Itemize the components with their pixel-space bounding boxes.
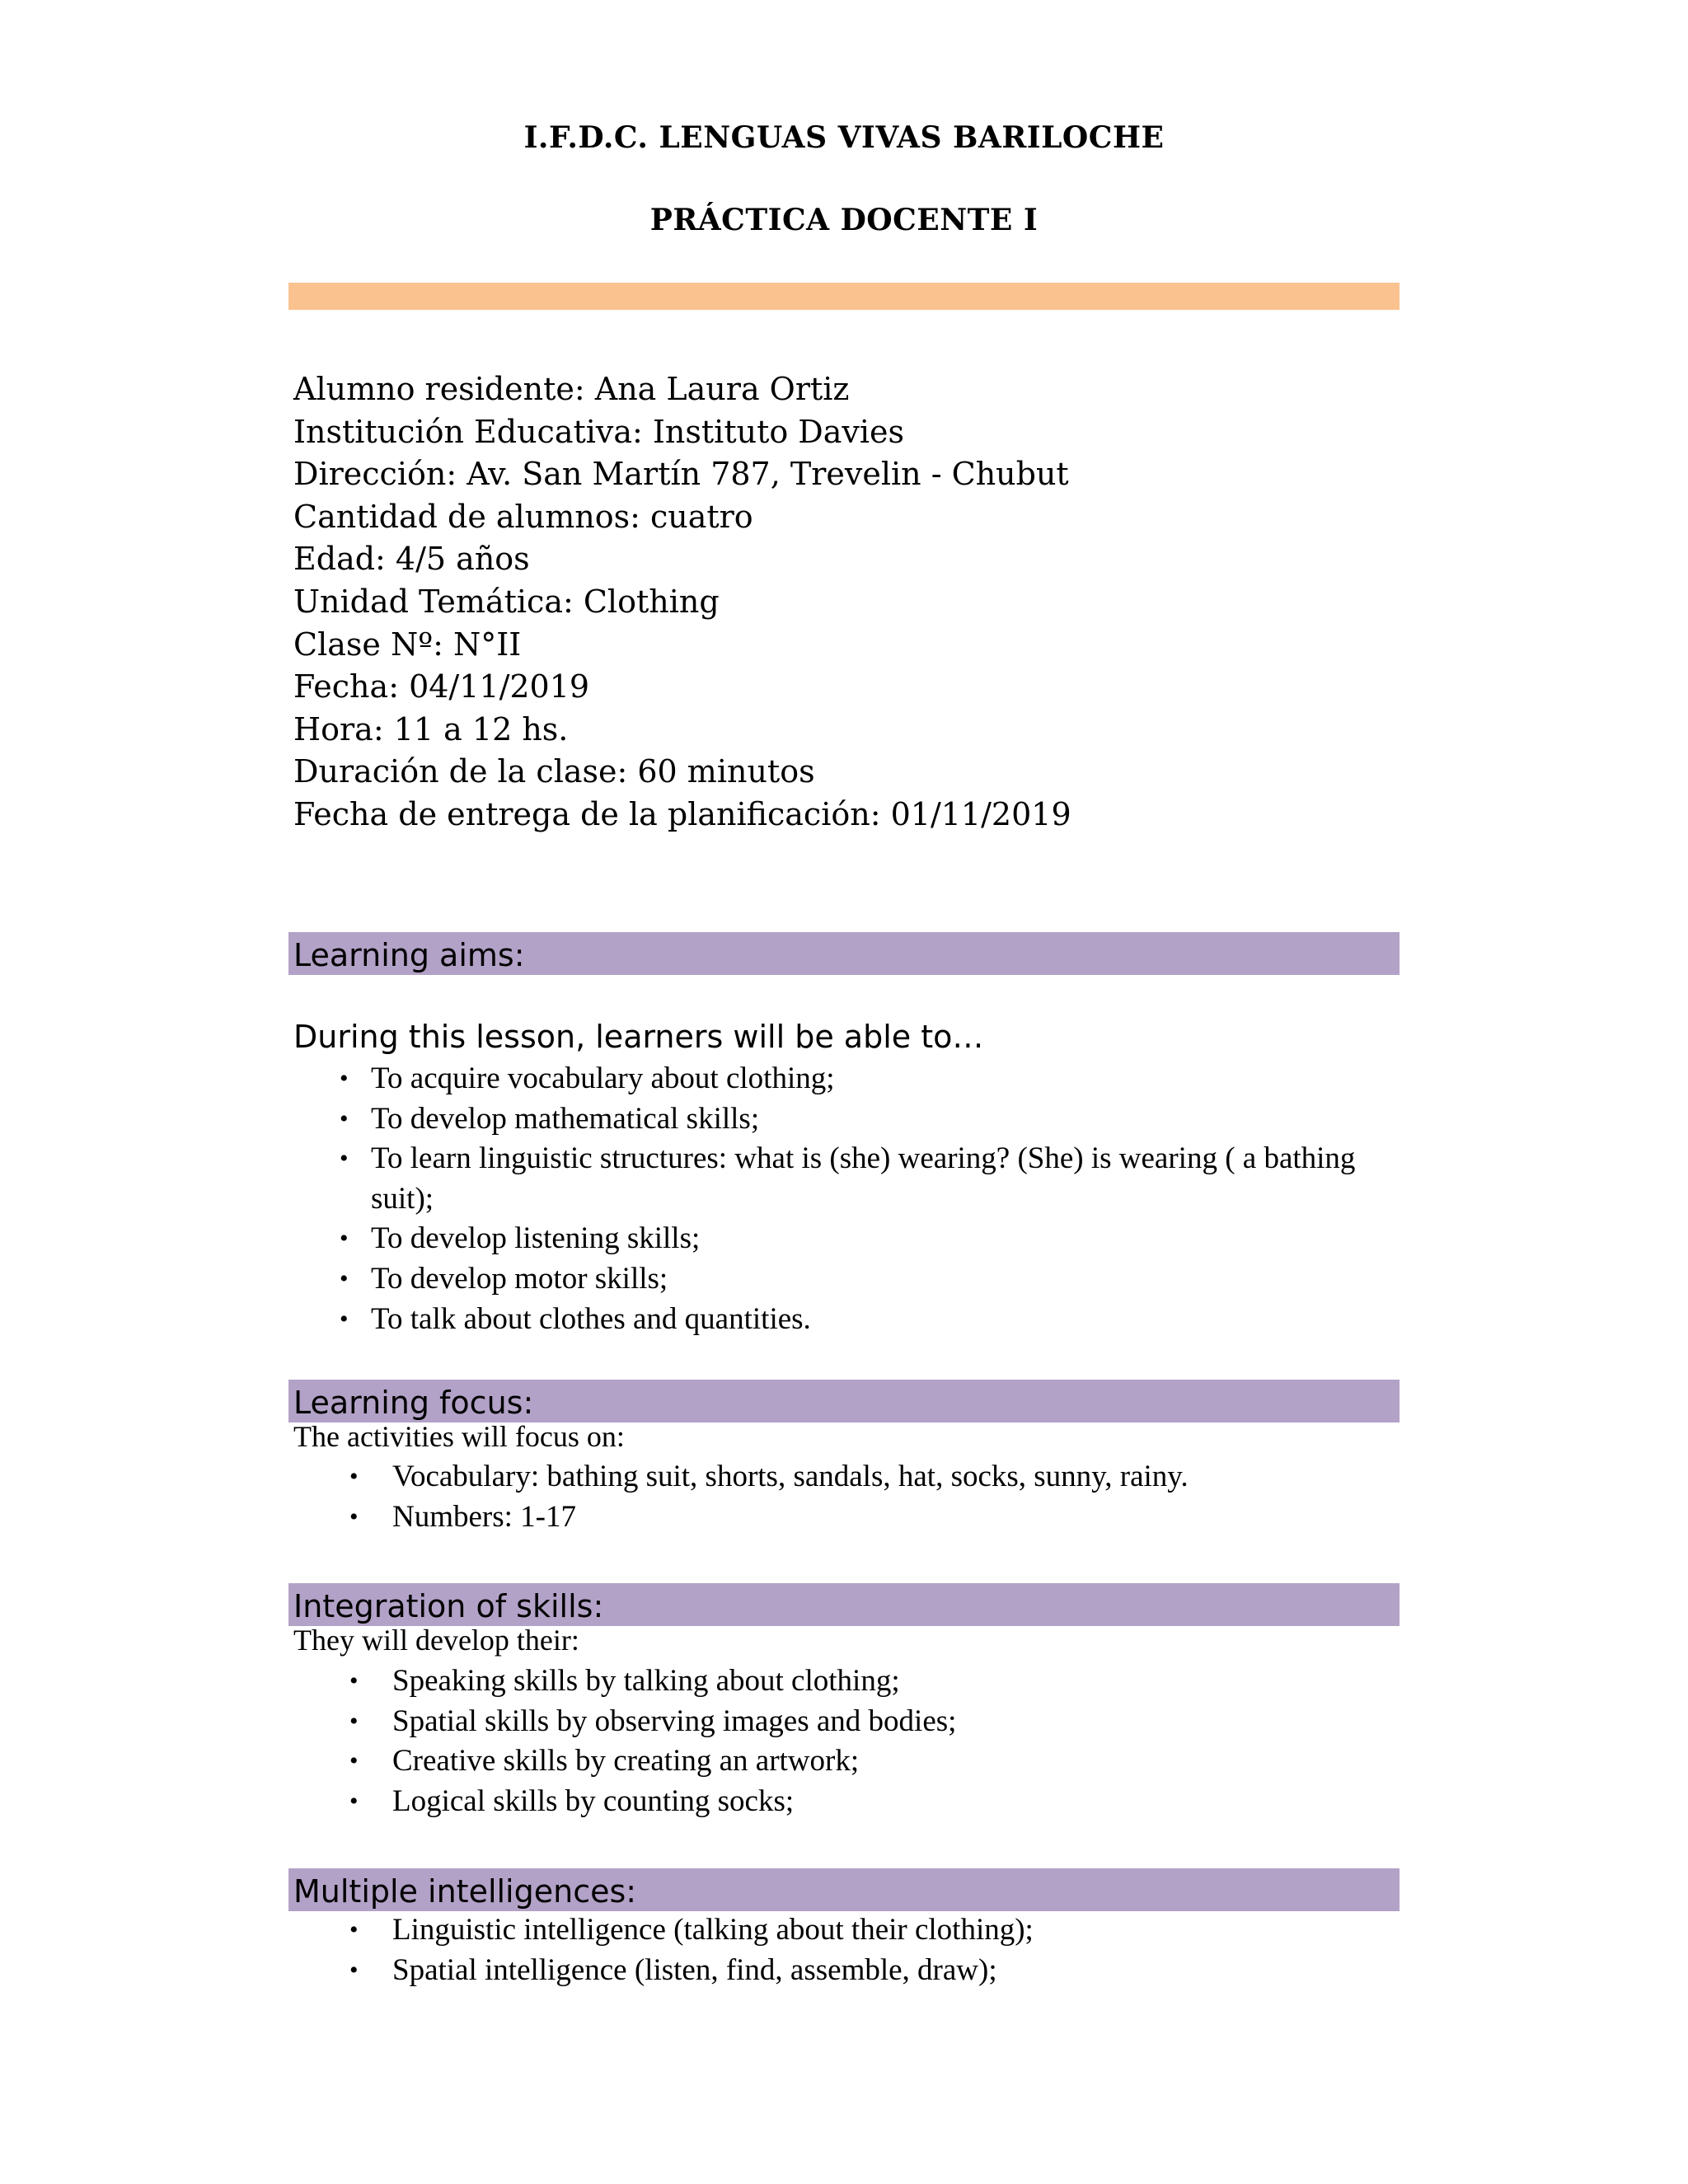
- learning-focus-heading: Learning focus:: [288, 1380, 1400, 1422]
- info-delivery-date: Fecha de entrega de la planificación: 01/11/2019: [293, 795, 1071, 832]
- bullet-icon: •: [349, 1502, 359, 1530]
- info-address: Dirección: Av. San Martín 787, Trevelin - Chubut: [293, 456, 1069, 493]
- list-item: • Vocabulary: bathing suit, shorts, sandals, hat, socks, sunny, rainy.: [392, 1457, 1381, 1497]
- integration-skills-intro: They will develop their:: [293, 1624, 579, 1657]
- list-item: • To acquire vocabulary about clothing;: [371, 1059, 1376, 1099]
- info-unit: Unidad Temática: Clothing: [293, 583, 720, 620]
- bullet-icon: •: [340, 1264, 349, 1292]
- institution-title: I.F.D.C. LENGUAS VIVAS BARILOCHE: [523, 120, 1165, 155]
- bullet-icon: •: [340, 1145, 349, 1173]
- list-item: • Linguistic intelligence (talking about their clothing);: [392, 1910, 1381, 1951]
- bullet-icon: •: [349, 1747, 359, 1775]
- info-time: Hora: 11 a 12 hs.: [293, 710, 569, 748]
- bullet-icon: •: [349, 1956, 359, 1984]
- lesson-info: [293, 368, 1071, 837]
- learning-focus-list: [349, 1457, 1381, 1537]
- info-date: Fecha: 04/11/2019: [293, 668, 590, 705]
- info-student: Alumno residente: Ana Laura Ortiz: [293, 371, 850, 407]
- info-age: Edad: 4/5 años: [293, 541, 530, 578]
- list-item: • Spatial intelligence (listen, find, assemble, draw);: [392, 1951, 1381, 1991]
- list-item: • Creative skills by creating an artwork;: [392, 1741, 1381, 1782]
- info-duration: Duración de la clase: 60 minutos: [293, 753, 815, 790]
- info-institution: Institución Educativa: Instituto Davies: [293, 413, 905, 450]
- list-item: • To develop listening skills;: [371, 1219, 1376, 1259]
- multiple-intelligences-heading: Multiple intelligences:: [288, 1868, 1400, 1911]
- list-item: • Numbers: 1-17: [392, 1497, 1381, 1538]
- bullet-icon: •: [340, 1225, 349, 1253]
- learning-aims-heading: Learning aims:: [288, 932, 1400, 975]
- bullet-icon: •: [349, 1667, 359, 1694]
- bullet-icon: •: [340, 1305, 349, 1333]
- list-item: • To develop motor skills;: [371, 1259, 1376, 1300]
- list-item: • Logical skills by counting socks;: [392, 1782, 1381, 1822]
- info-class-number: Clase Nº: N°II: [293, 626, 522, 663]
- integration-skills-list: [349, 1661, 1381, 1821]
- bullet-icon: •: [349, 1463, 359, 1490]
- bullet-icon: •: [340, 1065, 349, 1092]
- integration-skills-heading: Integration of skills:: [288, 1583, 1400, 1626]
- orange-divider: [288, 283, 1400, 310]
- bullet-icon: •: [349, 1787, 359, 1815]
- list-item: • To develop mathematical skills;: [371, 1099, 1376, 1140]
- learning-focus-intro: The activities will focus on:: [293, 1420, 625, 1453]
- bullet-icon: •: [349, 1707, 359, 1735]
- list-item: • Spatial skills by observing images and bodies;: [392, 1702, 1381, 1742]
- learning-aims-list: [340, 1059, 1376, 1339]
- bullet-icon: •: [349, 1916, 359, 1943]
- list-item: • To talk about clothes and quantities.: [371, 1300, 1376, 1340]
- list-item: • To learn linguistic structures: what is (she) wearing? (She) is wearing ( a bathing suit);: [371, 1139, 1376, 1219]
- bullet-icon: •: [340, 1104, 349, 1132]
- course-title: PRÁCTICA DOCENTE I: [649, 203, 1039, 237]
- list-item: • Speaking skills by talking about clothing;: [392, 1661, 1381, 1702]
- learning-aims-intro: During this lesson, learners will be able to…: [293, 1019, 984, 1055]
- multiple-intelligences-list: [349, 1910, 1381, 1990]
- info-student-count: Cantidad de alumnos: cuatro: [293, 498, 753, 535]
